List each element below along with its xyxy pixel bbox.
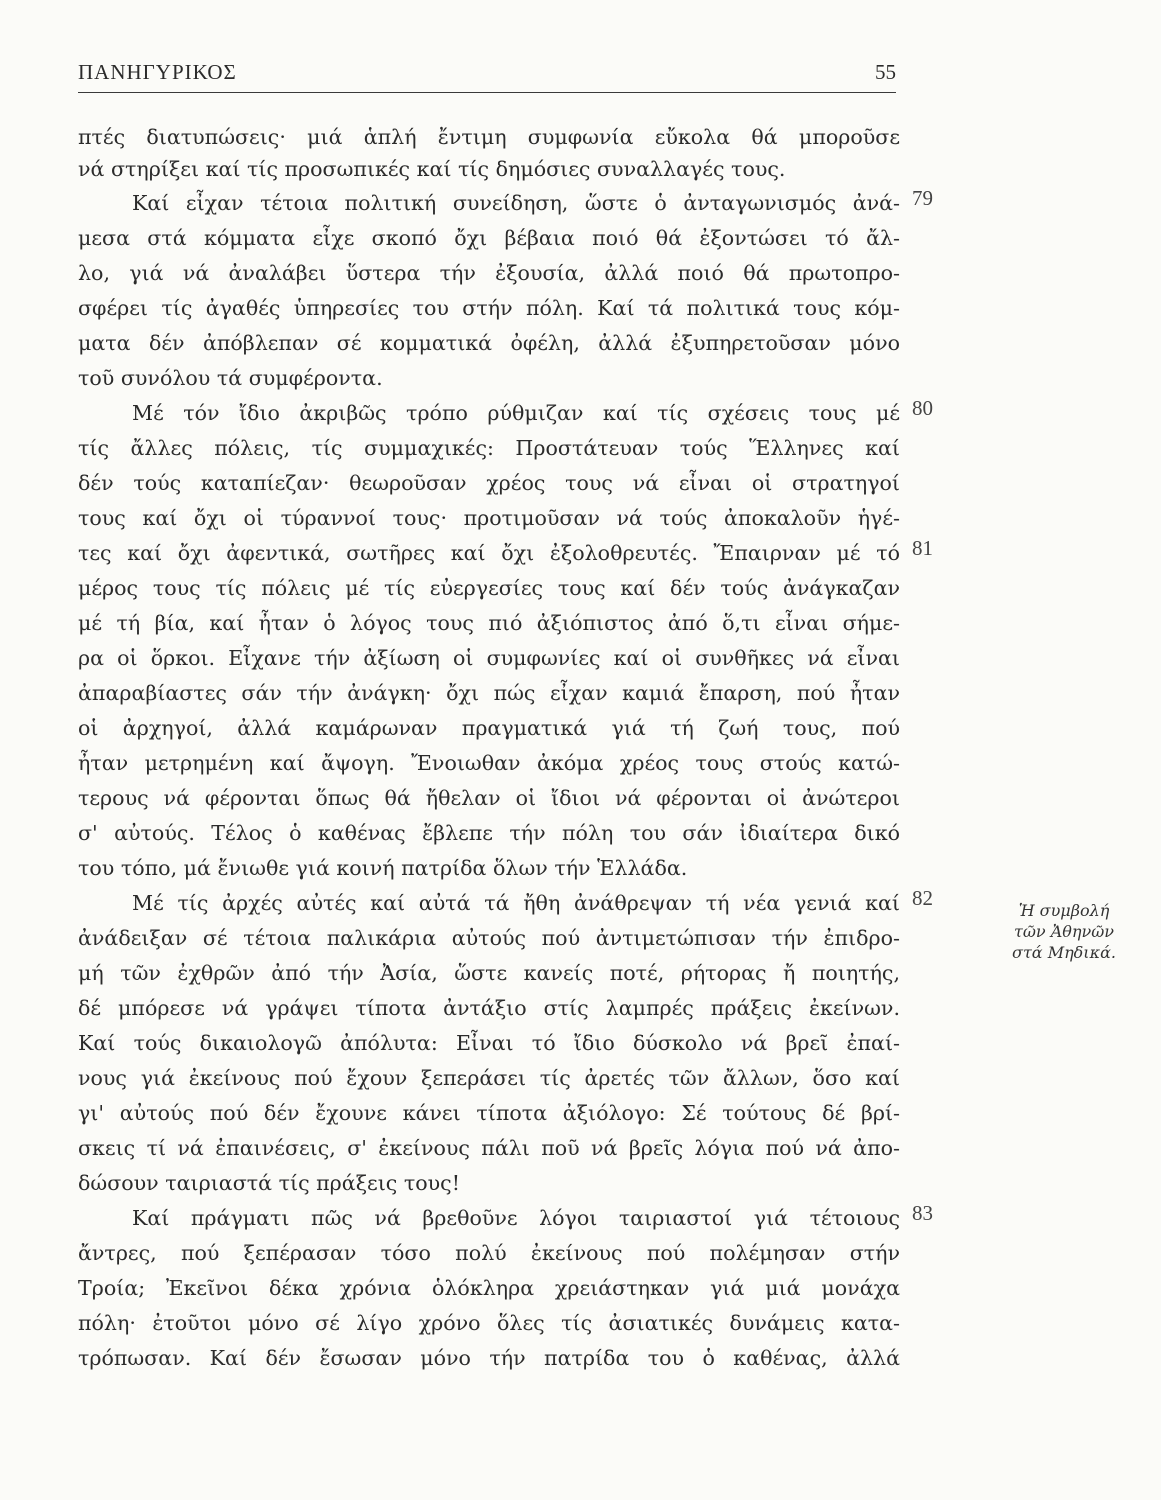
text-line: τοῦ συνόλου τά συμφέροντα. (78, 366, 383, 390)
text-line: νους γιά ἐκείνους πού ἔχουν ξεπεράσει τίς ἀρετές τῶν ἄλλων, ὅσο καί (78, 1066, 900, 1090)
text-line: γι' αὐτούς πού δέν ἔχουνε κάνει τίποτα ἀξιόλογο: Σέ τούτους δέ βρί- (78, 1101, 900, 1125)
section-number: 83 (912, 1201, 933, 1225)
text-line: πτές διατυπώσεις· μιά ἁπλή ἔντιμη συμφωνία εὔκολα θά μποροῦσε (78, 125, 900, 149)
text-line: Τροία; Ἐκεῖνοι δέκα χρόνια ὁλόκληρα χρειάστηκαν γιά μιά μονάχα (78, 1276, 900, 1300)
text-line: Μέ τίς ἀρχές αὐτές καί αὐτά τά ἤθη ἀνάθρεψαν τή νέα γενιά καί (132, 891, 900, 915)
running-head (78, 60, 896, 90)
text-line: Καί τούς δικαιολογῶ ἀπόλυτα: Εἶναι τό ἴδιο δύσκολο νά βρεῖ ἐπαί- (78, 1031, 900, 1055)
text-line: τους καί ὄχι οἱ τύραννοί τους· προτιμοῦσαν νά τούς ἀποκαλοῦν ἡγέ- (78, 506, 900, 530)
page-number: 55 (875, 60, 896, 84)
text-line: ἦταν μετρημένη καί ἄψογη. Ἔνοιωθαν ἀκόμα χρέος τους στούς κατώ- (78, 751, 900, 775)
text-line: πόλη· ἐτοῦτοι μόνο σέ λίγο χρόνο ὅλες τίς ἀσιατικές δυνάμεις κατα- (78, 1311, 900, 1335)
text-line: του τόπο, μά ἔνιωθε γιά κοινή πατρίδα ὅλων τήν Ἑλλάδα. (78, 856, 688, 880)
text-line: λο, γιά νά ἀναλάβει ὕστερα τήν ἐξουσία, ἀλλά ποιό θά πρωτοπρο- (78, 261, 900, 285)
margin-note-line: τῶν Ἀθηνῶν (1014, 922, 1114, 941)
text-line: δέ μπόρεσε νά γράψει τίποτα ἀντάξιο στίς λαμπρές πράξεις ἐκείνων. (78, 996, 900, 1020)
text-line: τίς ἄλλες πόλεις, τίς συμμαχικές: Προστάτευαν τούς Ἕλληνες καί (78, 436, 900, 460)
text-line: δώσουν ταιριαστά τίς πράξεις τους! (78, 1171, 460, 1195)
text-line: τες καί ὄχι ἀφεντικά, σωτῆρες καί ὄχι ἐξολοθρευτές. Ἔπαιρναν μέ τό (78, 541, 900, 565)
text-line: σ' αὐτούς. Τέλος ὁ καθένας ἔβλεπε τήν πόλη του σάν ἰδιαίτερα δικό (78, 821, 900, 845)
text-line: ἄντρες, πού ξεπέρασαν τόσο πολύ ἐκείνους πού πολέμησαν στήν (78, 1241, 900, 1265)
section-number: 79 (912, 186, 933, 210)
section-number: 81 (912, 536, 933, 560)
text-line: τρόπωσαν. Καί δέν ἔσωσαν μόνο τήν πατρίδα του ὁ καθένας, ἀλλά (78, 1346, 900, 1370)
margin-note (984, 900, 1144, 963)
text-line: Μέ τόν ἴδιο ἀκριβῶς τρόπο ρύθμιζαν καί τίς σχέσεις τους μέ (132, 401, 900, 425)
running-head-title: ΠΑΝΗΓΥΡΙΚΟΣ (78, 60, 237, 84)
text-line: σκεις τί νά ἐπαινέσεις, σ' ἐκείνους πάλι ποῦ νά βρεῖς λόγια πού νά ἀπο- (78, 1136, 900, 1160)
section-number: 82 (912, 886, 933, 910)
margin-note-line: στά Μηδικά. (1012, 943, 1116, 962)
text-line: μέ τή βία, καί ἦταν ὁ λόγος τους πιό ἀξιόπιστος ἀπό ὅ,τι εἶναι σήμε- (78, 611, 900, 635)
text-line: ἀπαραβίαστες σάν τήν ἀνάγκη· ὄχι πώς εἶχαν καμιά ἔπαρση, πού ἦταν (78, 681, 900, 705)
margin-note-line: Ἡ συμβολή (1018, 901, 1110, 920)
text-line: νά στηρίξει καί τίς προσωπικές καί τίς δημόσιες συναλλαγές τους. (78, 157, 786, 181)
header-rule (78, 92, 896, 93)
section-number: 80 (912, 396, 933, 420)
text-line: δέν τούς καταπίεζαν· θεωροῦσαν χρέος τους νά εἶναι οἱ στρατηγοί (78, 471, 900, 495)
text-line: μή τῶν ἐχθρῶν ἀπό τήν Ἀσία, ὥστε κανείς ποτέ, ρήτορας ἤ ποιητής, (78, 961, 900, 985)
text-line: τερους νά φέρονται ὅπως θά ἤθελαν οἱ ἴδιοι νά φέρονται οἱ ἀνώτεροι (78, 786, 900, 810)
text-line: σφέρει τίς ἀγαθές ὑπηρεσίες του στήν πόλη. Καί τά πολιτικά τους κόμ- (78, 296, 900, 320)
text-line: Καί πράγματι πῶς νά βρεθοῦνε λόγοι ταιριαστοί γιά τέτοιους (132, 1206, 900, 1230)
text-line: Καί εἶχαν τέτοια πολιτική συνείδηση, ὥστε ὁ ἀνταγωνισμός ἀνά- (132, 191, 900, 215)
text-line: ματα δέν ἀπόβλεπαν σέ κομματικά ὀφέλη, ἀλλά ἐξυπηρετοῦσαν μόνο (78, 331, 900, 355)
text-line: ἀνάδειξαν σέ τέτοια παλικάρια αὐτούς πού ἀντιμετώπισαν τήν ἐπιδρο- (78, 926, 900, 950)
text-line: οἱ ἀρχηγοί, ἀλλά καμάρωναν πραγματικά γιά τή ζωή τους, πού (78, 716, 900, 740)
text-line: μέρος τους τίς πόλεις μέ τίς εὐεργεσίες τους καί δέν τούς ἀνάγκαζαν (78, 576, 900, 600)
text-line: ρα οἱ ὅρκοι. Εἶχανε τήν ἀξίωση οἱ συμφωνίες καί οἱ συνθῆκες νά εἶναι (78, 646, 900, 670)
text-line: μεσα στά κόμματα εἶχε σκοπό ὄχι βέβαια ποιό θά ἐξοντώσει τό ἄλ- (78, 226, 900, 250)
